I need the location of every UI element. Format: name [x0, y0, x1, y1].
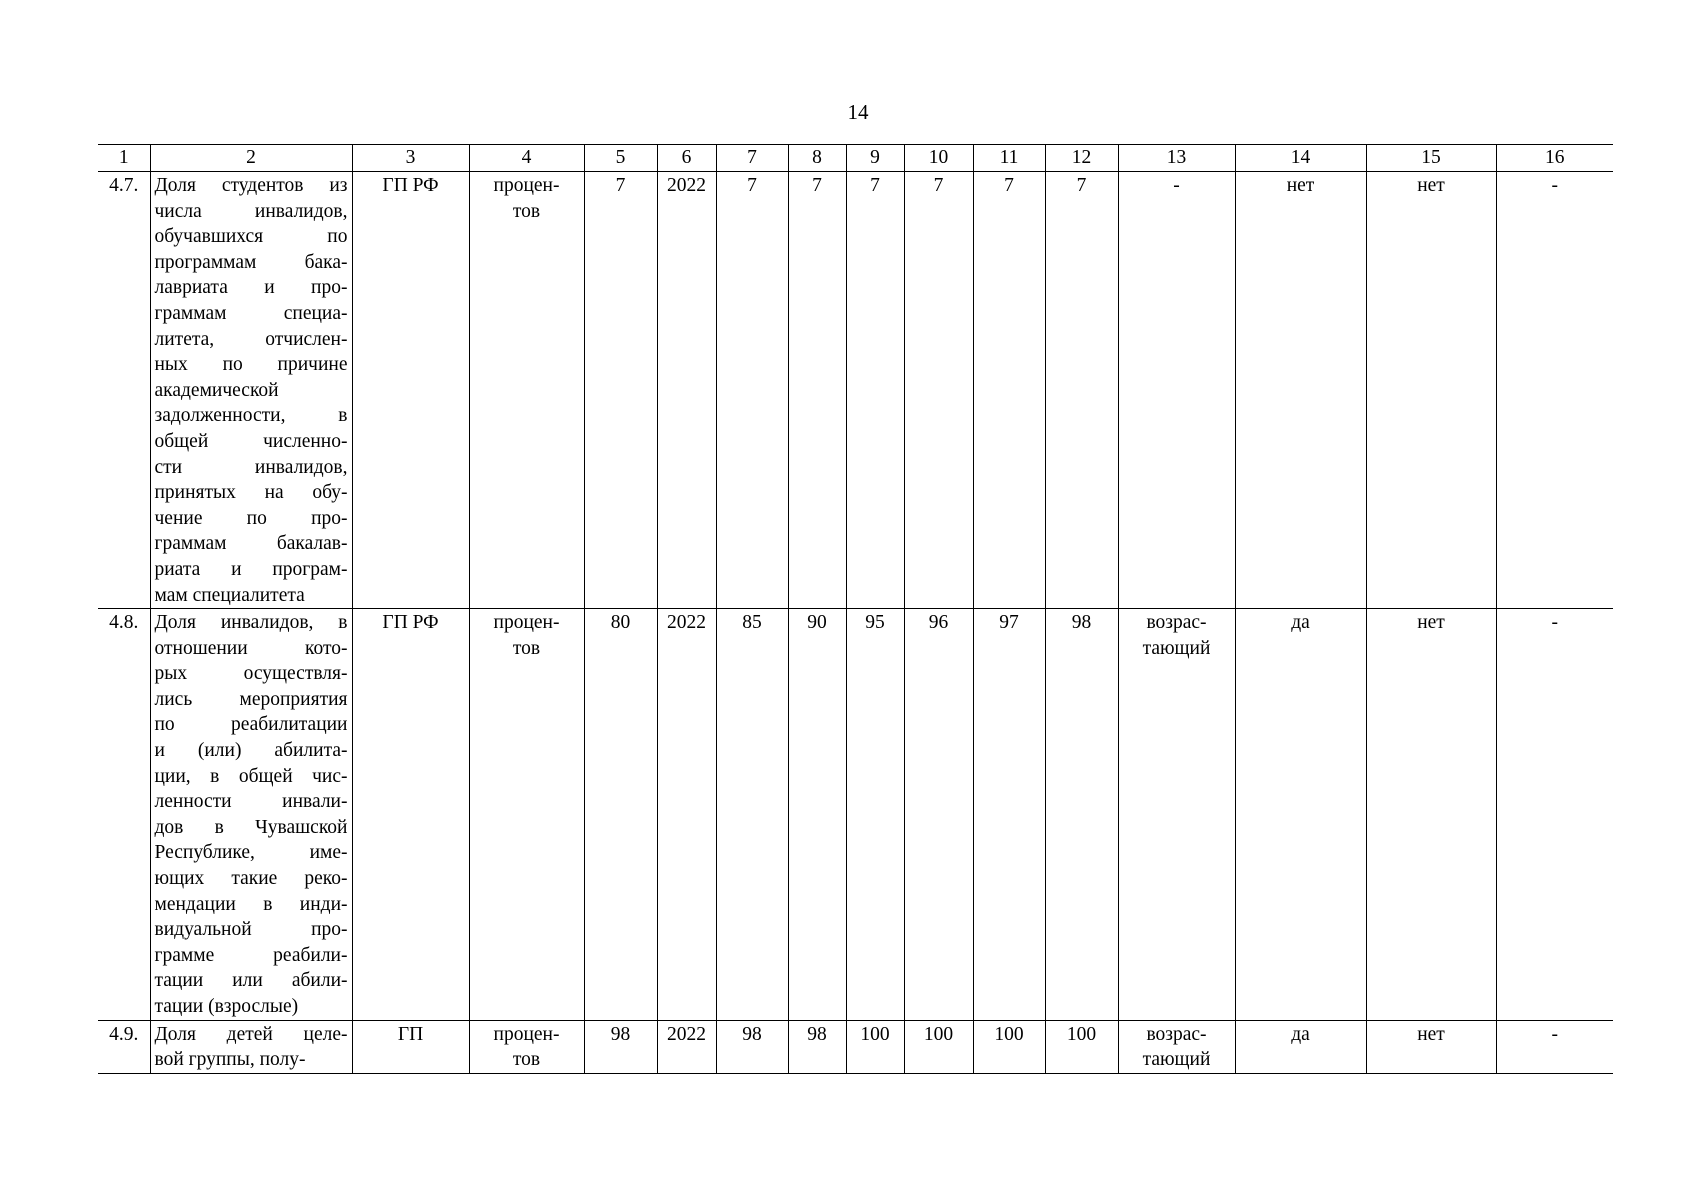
row-number-cell: 4.9. [98, 1020, 150, 1073]
column-number-4: 4 [469, 145, 584, 172]
indicators-table [98, 144, 1613, 1074]
column-number-13: 13 [1118, 145, 1235, 172]
column-number-3: 3 [352, 145, 469, 172]
value-col9-cell: 100 [846, 1020, 904, 1073]
column-number-1: 1 [98, 145, 150, 172]
base-value-cell: 98 [584, 1020, 657, 1073]
indicator-name-line: ции, в общей чис- [154, 765, 348, 787]
indicator-name-line: граммам специа- [154, 302, 348, 324]
indicator-name-line: лись мероприятия [154, 688, 348, 710]
base-value-cell: 7 [584, 172, 657, 609]
unit-cell [469, 172, 584, 609]
base-year-cell: 2022 [657, 609, 716, 1021]
indicator-name-line: мендации в инди- [154, 893, 348, 915]
indicator-name-line: принятых на обу- [154, 482, 348, 504]
table-row [98, 609, 1613, 1021]
column-number-12: 12 [1045, 145, 1118, 172]
indicator-name-line: отношении кото- [154, 637, 348, 659]
indicator-name-line: ющих такие реко- [154, 868, 348, 890]
indicator-name-line: по реабилитации [154, 714, 348, 736]
indicator-name-line: чение по про- [154, 507, 348, 529]
value-col12-cell: 100 [1045, 1020, 1118, 1073]
base-value-cell: 80 [584, 609, 657, 1021]
trend-line: тающий [1142, 1049, 1211, 1071]
value-col11-cell: 97 [973, 609, 1045, 1021]
indicator-name-line: граммам бакалав- [154, 533, 348, 555]
value-col10-cell: 96 [904, 609, 973, 1021]
trend-line: возрас- [1146, 1023, 1207, 1045]
column-number-10: 10 [904, 145, 973, 172]
trend-line: - [1173, 175, 1180, 196]
row-number-cell: 4.8. [98, 609, 150, 1021]
value-col7-cell: 98 [716, 1020, 788, 1073]
trend-cell [1118, 172, 1235, 609]
base-year-cell: 2022 [657, 172, 716, 609]
col16-cell: - [1496, 1020, 1613, 1073]
indicator-name-line: Доля детей целе- [154, 1023, 348, 1045]
unit-line: процен- [493, 612, 560, 634]
indicator-name-line: мам специалитета [154, 584, 305, 606]
column-number-7: 7 [716, 145, 788, 172]
value-col11-cell: 7 [973, 172, 1045, 609]
value-col9-cell: 95 [846, 609, 904, 1021]
row-number-cell: 4.7. [98, 172, 150, 609]
indicator-name-line: сти инвалидов, [154, 456, 348, 478]
indicator-name-line: рых осуществля- [154, 663, 348, 685]
unit-cell [469, 609, 584, 1021]
unit-line: тов [512, 1049, 541, 1071]
indicator-name-line: Доля студентов из [154, 175, 348, 196]
column-number-15: 15 [1366, 145, 1496, 172]
indicator-name-line: и (или) абилита- [154, 740, 348, 762]
indicator-name-line: задолженности, в [154, 405, 348, 427]
column-number-8: 8 [788, 145, 846, 172]
indicator-name-cell [150, 609, 352, 1021]
unit-cell [469, 1020, 584, 1073]
col15-cell: нет [1366, 609, 1496, 1021]
value-col12-cell: 98 [1045, 609, 1118, 1021]
column-number-5: 5 [584, 145, 657, 172]
value-col10-cell: 7 [904, 172, 973, 609]
unit-line: тов [512, 637, 541, 659]
column-number-14: 14 [1235, 145, 1366, 172]
column-number-9: 9 [846, 145, 904, 172]
column-number-16: 16 [1496, 145, 1613, 172]
indicator-name-cell [150, 1020, 352, 1073]
indicator-name-line: ных по причине [154, 354, 348, 376]
col15-cell: нет [1366, 1020, 1496, 1073]
value-col7-cell: 7 [716, 172, 788, 609]
col16-cell: - [1496, 609, 1613, 1021]
indicator-name-cell [150, 172, 352, 609]
indicator-name-line: дов в Чувашской [154, 816, 348, 838]
indicator-name-line: Доля инвалидов, в [154, 612, 348, 634]
unit-line: тов [512, 200, 541, 222]
trend-line: возрас- [1146, 612, 1207, 634]
value-col11-cell: 100 [973, 1020, 1045, 1073]
unit-line: процен- [493, 1023, 560, 1045]
indicator-name-line: числа инвалидов, [154, 200, 348, 222]
indicator-name-line: лавриата и про- [154, 277, 348, 299]
value-col7-cell: 85 [716, 609, 788, 1021]
value-col10-cell: 100 [904, 1020, 973, 1073]
value-col12-cell: 7 [1045, 172, 1118, 609]
indicator-name-line: тации (взрослые) [154, 996, 299, 1017]
source-cell: ГП РФ [352, 609, 469, 1021]
indicator-name-line: обучавшихся по [154, 226, 348, 248]
value-col8-cell: 90 [788, 609, 846, 1021]
indicator-name-line: общей численно- [154, 430, 348, 452]
col16-cell: - [1496, 172, 1613, 609]
page-number: 14 [847, 100, 869, 124]
col14-cell: да [1235, 609, 1366, 1021]
unit-line: процен- [493, 175, 560, 196]
indicator-name-line: риата и програм- [154, 558, 348, 580]
indicator-name-line: вой группы, полу- [154, 1049, 306, 1071]
indicator-name-line: академической [154, 379, 279, 401]
col14-cell: да [1235, 1020, 1366, 1073]
indicator-name-line: программам бака- [154, 251, 348, 273]
col14-cell: нет [1235, 172, 1366, 609]
indicator-name-line: видуальной про- [154, 919, 348, 941]
col15-cell: нет [1366, 172, 1496, 609]
indicator-name-line: грамме реабили- [154, 944, 348, 966]
column-number-6: 6 [657, 145, 716, 172]
trend-cell [1118, 609, 1235, 1021]
indicator-name-line: литета, отчислен- [154, 328, 348, 350]
trend-line: тающий [1142, 637, 1211, 659]
table-row [98, 1020, 1613, 1073]
column-number-row [98, 145, 1613, 172]
trend-cell [1118, 1020, 1235, 1073]
source-cell: ГП [352, 1020, 469, 1073]
column-number-11: 11 [973, 145, 1045, 172]
indicator-name-line: тации или абили- [154, 970, 348, 992]
source-cell: ГП РФ [352, 172, 469, 609]
value-col8-cell: 7 [788, 172, 846, 609]
value-col8-cell: 98 [788, 1020, 846, 1073]
indicator-name-line: ленности инвали- [154, 791, 348, 813]
column-number-2: 2 [150, 145, 352, 172]
table-row [98, 172, 1613, 609]
base-year-cell: 2022 [657, 1020, 716, 1073]
indicator-name-line: Республике, име- [154, 842, 348, 864]
value-col9-cell: 7 [846, 172, 904, 609]
